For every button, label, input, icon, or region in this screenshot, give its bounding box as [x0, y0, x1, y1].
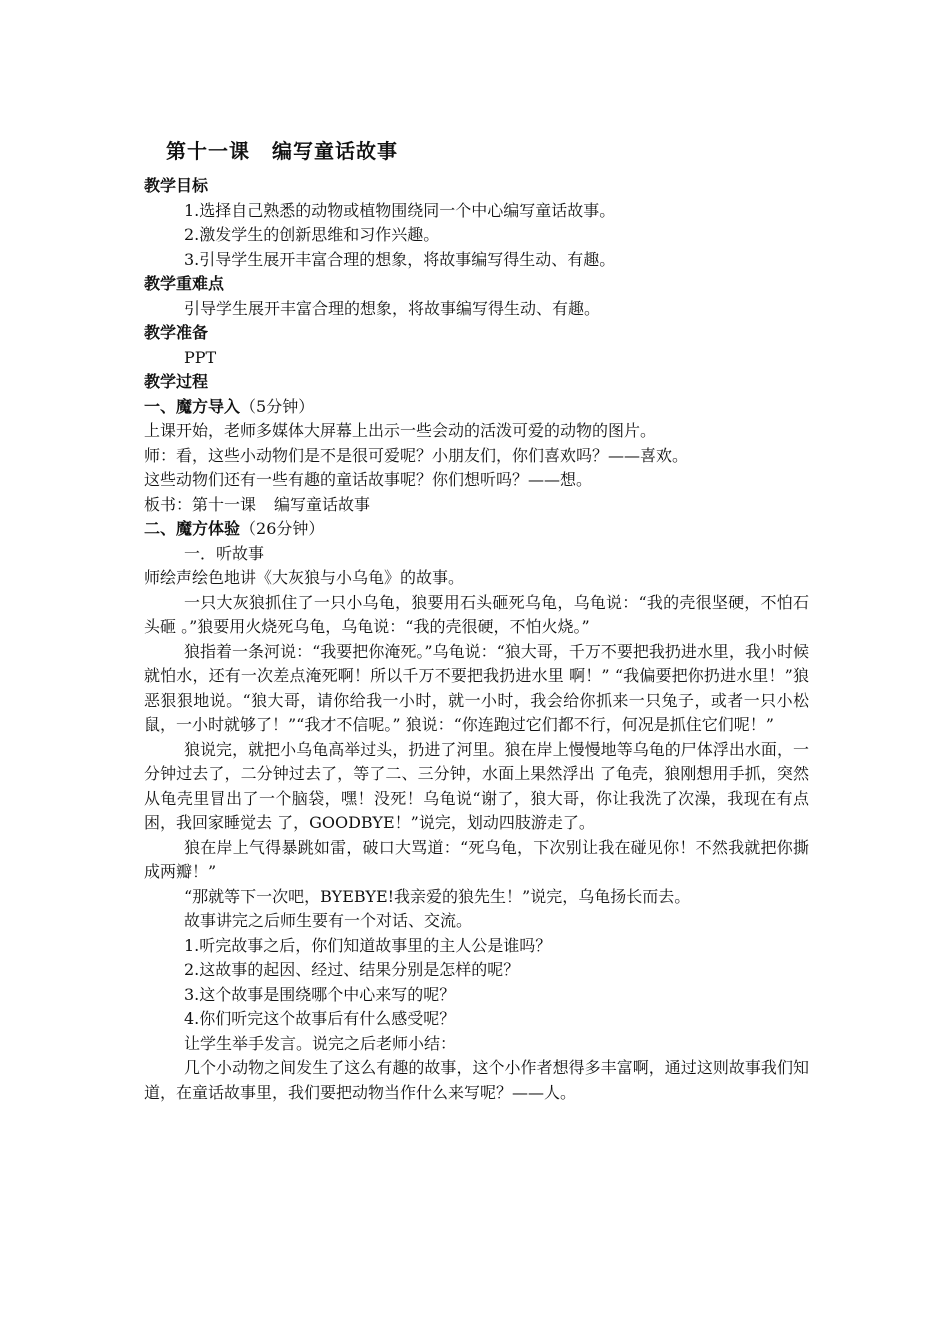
section1-line: 师：看，这些小动物们是不是很可爱呢？小朋友们，你们喜欢吗？——喜欢。	[144, 445, 689, 465]
story-paragraph: 故事讲完之后师生要有一个对话、交流。	[184, 911, 473, 930]
question-item: 3.这个故事是围绕哪个中心来写的呢？	[184, 984, 456, 1004]
section2-heading	[144, 517, 809, 542]
after-discussion: 让学生举手发言。说完之后老师小结：	[184, 1033, 457, 1053]
subsection-title: 一．听故事	[184, 543, 265, 563]
question-item: 2.这故事的起因、经过、结果分别是怎样的呢？	[184, 960, 520, 979]
story-paragraph: 狼在岸上气得暴跳如雷，破口大骂道：“死乌龟，下次别让我在碰见你！不然我就把你撕成两瓣！”	[144, 837, 809, 881]
story-intro: 师绘声绘色地讲《大灰狼与小乌龟》的故事。	[144, 568, 465, 587]
section1-line: 这些动物们还有一些有趣的童话故事呢？你们想听吗？——想。	[144, 470, 593, 489]
key-points-heading: 教学重难点	[144, 274, 225, 293]
goals-heading: 教学目标	[144, 176, 209, 195]
section1-line: 上课开始，老师多媒体大屏幕上出示一些会动的活泼可爱的动物的图片。	[144, 421, 657, 440]
board-text: 编写童话故事	[274, 494, 371, 514]
lesson-number: 第十一课	[166, 139, 250, 163]
process-heading: 教学过程	[144, 372, 209, 391]
section2-duration: （26分钟）	[240, 519, 325, 538]
story-paragraph: 狼指着一条河说：“我要把你淹死。”乌龟说：“狼大哥，千万不要把我扔进水里，我小时候就怕水，还有一次差点淹死啊！所以千万不要把我扔进水里 啊！” “我偏要把你扔进水里！”狼恶狠狠地说。“狼大哥，请你给我一小时，就一小时，我会给你抓来一只兔子，或者一只小松鼠，一小时就够了！”“我才不信呢。” 狼说：“你连跑过它们都不行，何况是抓住它们呢！”	[144, 641, 809, 734]
question-item: 4.你们听完这个故事后有什么感受呢？	[184, 1009, 456, 1028]
question-item: 1.听完故事之后，你们知道故事里的主人公是谁吗？	[184, 935, 552, 955]
story-paragraph: 一只大灰狼抓住了一只小乌龟，狼要用石头砸死乌龟，乌龟说：“我的壳很坚硬，不怕石头砸 。”狼要用火烧死乌龟，乌龟说：“我的壳很硬，不怕火烧。”	[144, 592, 809, 636]
story-paragraph: 狼说完，就把小乌龟高举过头，扔进了河里。狼在岸上慢慢地等乌龟的尸体浮出水面，一分钟过去了，二分钟过去了，等了二、三分钟，水面上果然浮出 了龟壳，狼刚想用手抓，突然从龟壳里冒出了一个脑袋，嘿！没死！乌龟说“谢了，狼大哥，你让我洗了次澡，我现在有点困，我回家睡觉去 了，GOODBYE！”说完，划动四肢游走了。	[144, 739, 809, 832]
section1-duration: （5分钟）	[240, 396, 315, 416]
section1-title: 一、魔方导入	[144, 396, 241, 416]
document-page	[144, 134, 809, 1105]
preparation-heading: 教学准备	[144, 323, 209, 342]
key-points-text: 引导学生展开丰富合理的想象，将故事编写得生动、有趣。	[184, 298, 601, 318]
goal-item: 2.激发学生的创新思维和习作兴趣。	[184, 225, 440, 244]
board-label: 板书：第十一课	[144, 494, 257, 514]
preparation-text: PPT	[184, 347, 217, 367]
goal-item: 1.选择自己熟悉的动物或植物围绕同一个中心编写童话故事。	[184, 200, 616, 220]
section1-heading	[144, 395, 809, 420]
section2-title: 二、魔方体验	[144, 519, 241, 538]
board-writing	[144, 493, 809, 518]
teacher-summary: 几个小动物之间发生了这么有趣的故事，这个小作者想得多丰富啊，通过这则故事我们知道，在童话故事里，我们要把动物当作什么来写呢？——人。	[144, 1058, 809, 1102]
lesson-title: 编写童话故事	[272, 139, 398, 163]
story-paragraph: “那就等下一次吧，BYEBYE!我亲爱的狼先生！”说完，乌龟扬长而去。	[184, 886, 691, 906]
goal-item: 3.引导学生展开丰富合理的想象，将故事编写得生动、有趣。	[184, 249, 616, 269]
page-title	[166, 134, 809, 168]
